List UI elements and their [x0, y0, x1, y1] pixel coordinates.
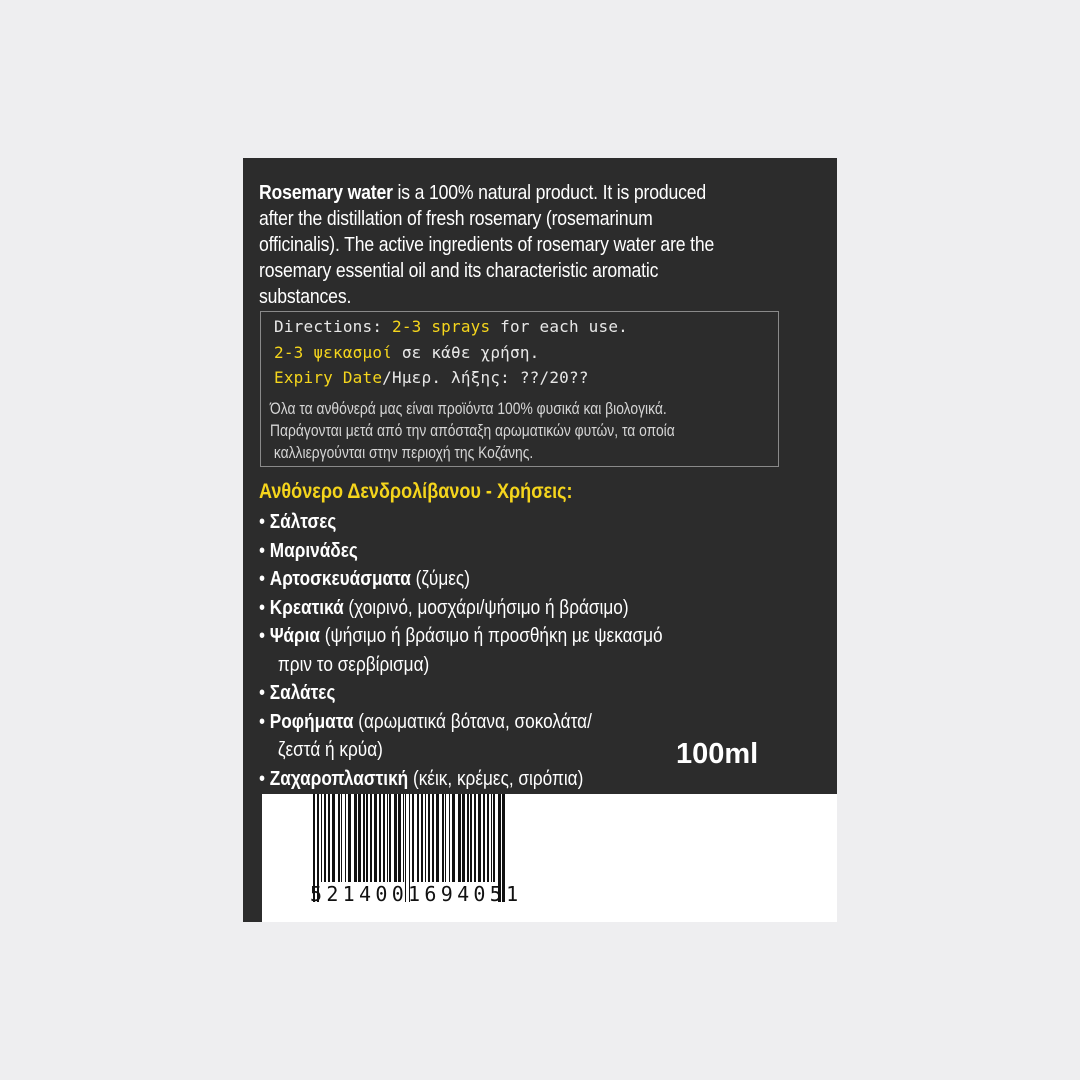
uses-list	[259, 508, 663, 793]
use-item	[259, 594, 663, 623]
use-detail: (κέικ, κρέμες, σιρόπια)	[408, 767, 584, 790]
barcode-bar	[332, 794, 335, 882]
bullet-icon: •	[259, 625, 270, 647]
directions-box	[260, 311, 779, 467]
barcode-bar	[412, 794, 414, 882]
expiry-label: Expiry Date	[274, 368, 383, 387]
barcode-bar	[363, 794, 365, 882]
directions-label: Directions:	[274, 317, 392, 336]
use-name: Ζαχαροπλαστική	[269, 767, 409, 790]
bullet-icon: •	[259, 767, 270, 790]
barcode-bar	[417, 794, 419, 882]
label-edge	[243, 794, 262, 922]
intro-text	[259, 180, 728, 310]
expiry-date	[274, 368, 589, 387]
barcode-bar	[345, 794, 346, 882]
sprays-en: 2-3 sprays	[392, 317, 491, 336]
use-item	[259, 708, 663, 737]
barcode-bar	[474, 794, 476, 882]
use-item	[259, 765, 663, 794]
directions-gr-rest: σε κάθε χρήση.	[392, 343, 540, 362]
barcode-bar	[324, 794, 326, 882]
bullet-icon: •	[259, 596, 270, 619]
use-name: Κρεατικά	[269, 596, 344, 619]
use-detail: (χοιρινό, μοσχάρι/ψήσιμο ή βράσιμο)	[343, 596, 629, 619]
volume: 100ml	[676, 738, 759, 770]
barcode-bar	[387, 794, 388, 882]
use-detail-continued: ζεστά ή κρύα)	[277, 739, 383, 761]
bullet-icon: •	[259, 682, 270, 704]
barcode-bar	[458, 794, 461, 882]
use-name: Ροφήματα	[269, 710, 354, 733]
use-detail: (αρωματικά βότανα, σοκολάτα/	[353, 710, 592, 733]
barcode-bar	[436, 794, 439, 882]
barcode-bar	[321, 794, 322, 882]
use-detail: (ζύμες)	[410, 568, 470, 590]
bullet-icon: •	[259, 539, 270, 562]
barcode-bar	[358, 794, 361, 882]
barcode-bar	[452, 794, 455, 882]
directions-en	[274, 317, 628, 336]
use-name: Σάλτσες	[269, 511, 337, 533]
barcode-bar	[483, 794, 485, 882]
use-item	[259, 537, 663, 566]
barcode-bar	[462, 794, 465, 882]
barcode-bar	[338, 794, 340, 882]
barcode-bar	[467, 794, 469, 882]
use-item	[259, 508, 663, 537]
barcode-bar	[348, 794, 351, 882]
barcode-bar	[421, 794, 423, 882]
barcode-bar	[374, 794, 377, 882]
bullet-icon: •	[259, 568, 270, 590]
barcode-bar	[341, 794, 342, 882]
use-name: Ψάρια	[269, 625, 320, 647]
use-name: Σαλάτες	[269, 682, 336, 704]
product-label	[243, 158, 837, 794]
note-line-3: καλλιεργούνται στην περιοχή της Κοζάνης.	[273, 444, 534, 462]
bullet-icon: •	[259, 710, 270, 733]
sprays-gr: 2-3 ψεκασμοί	[274, 343, 392, 362]
use-item	[259, 622, 663, 651]
use-name: Αρτοσκευάσματα	[269, 568, 411, 590]
barcode-bar	[445, 794, 446, 882]
barcode-bar	[403, 794, 404, 882]
barcode-bar	[398, 794, 401, 882]
barcode-bar	[379, 794, 381, 882]
bullet-icon: •	[259, 511, 270, 533]
uses-title: Ανθόνερο Δενδρολίβανου - Χρήσεις:	[259, 480, 573, 503]
use-item	[259, 679, 663, 708]
use-detail-continued: πριν το σερβίρισμα)	[277, 653, 430, 676]
barcode-bar	[354, 794, 357, 882]
directions-en-rest: for each use.	[490, 317, 628, 336]
use-name: Μαρινάδες	[269, 539, 358, 562]
barcode-bar	[425, 794, 426, 882]
product-name: Rosemary water	[259, 181, 393, 204]
barcode-bar	[394, 794, 397, 882]
barcode-area	[262, 794, 837, 922]
barcode-bar	[383, 794, 385, 882]
barcode-bar	[328, 794, 330, 882]
note-line-2: Παράγονται μετά από την απόσταξη αρωματικών φυτών, τα οποία	[270, 422, 675, 440]
use-item	[259, 565, 663, 594]
barcode-bar	[432, 794, 434, 882]
barcode-bar	[478, 794, 481, 882]
barcode-bar	[491, 794, 492, 882]
natural-note	[270, 398, 774, 464]
barcode-bar	[487, 794, 489, 882]
barcode-bar	[493, 794, 495, 882]
barcode-bar	[470, 794, 472, 882]
barcode-bar	[370, 794, 372, 882]
barcode-bar	[389, 794, 391, 882]
barcode-bar	[442, 794, 444, 882]
barcode-bar	[366, 794, 368, 882]
intro-description: is a 100% natural product. It is produced after the distillation of fresh rosemary (rosemarinum officinalis). The active ingredients of rosemary water are the rosemary essential oil and its characteristic aromatic substances.	[259, 181, 715, 308]
expiry-value: /Ημερ. λήξης: ??/20??	[382, 368, 589, 387]
directions-gr	[274, 343, 540, 362]
barcode-bar	[449, 794, 450, 882]
barcode-digits: 5214001694051	[310, 882, 523, 906]
use-detail: (ψήσιμο ή βράσιμο ή προσθήκη με ψεκασμό	[319, 625, 663, 647]
barcode-bar	[428, 794, 430, 882]
note-line-1: Όλα τα ανθόνερά μας είναι προϊόντα 100% φυσικά και βιολογικά.	[270, 400, 667, 418]
